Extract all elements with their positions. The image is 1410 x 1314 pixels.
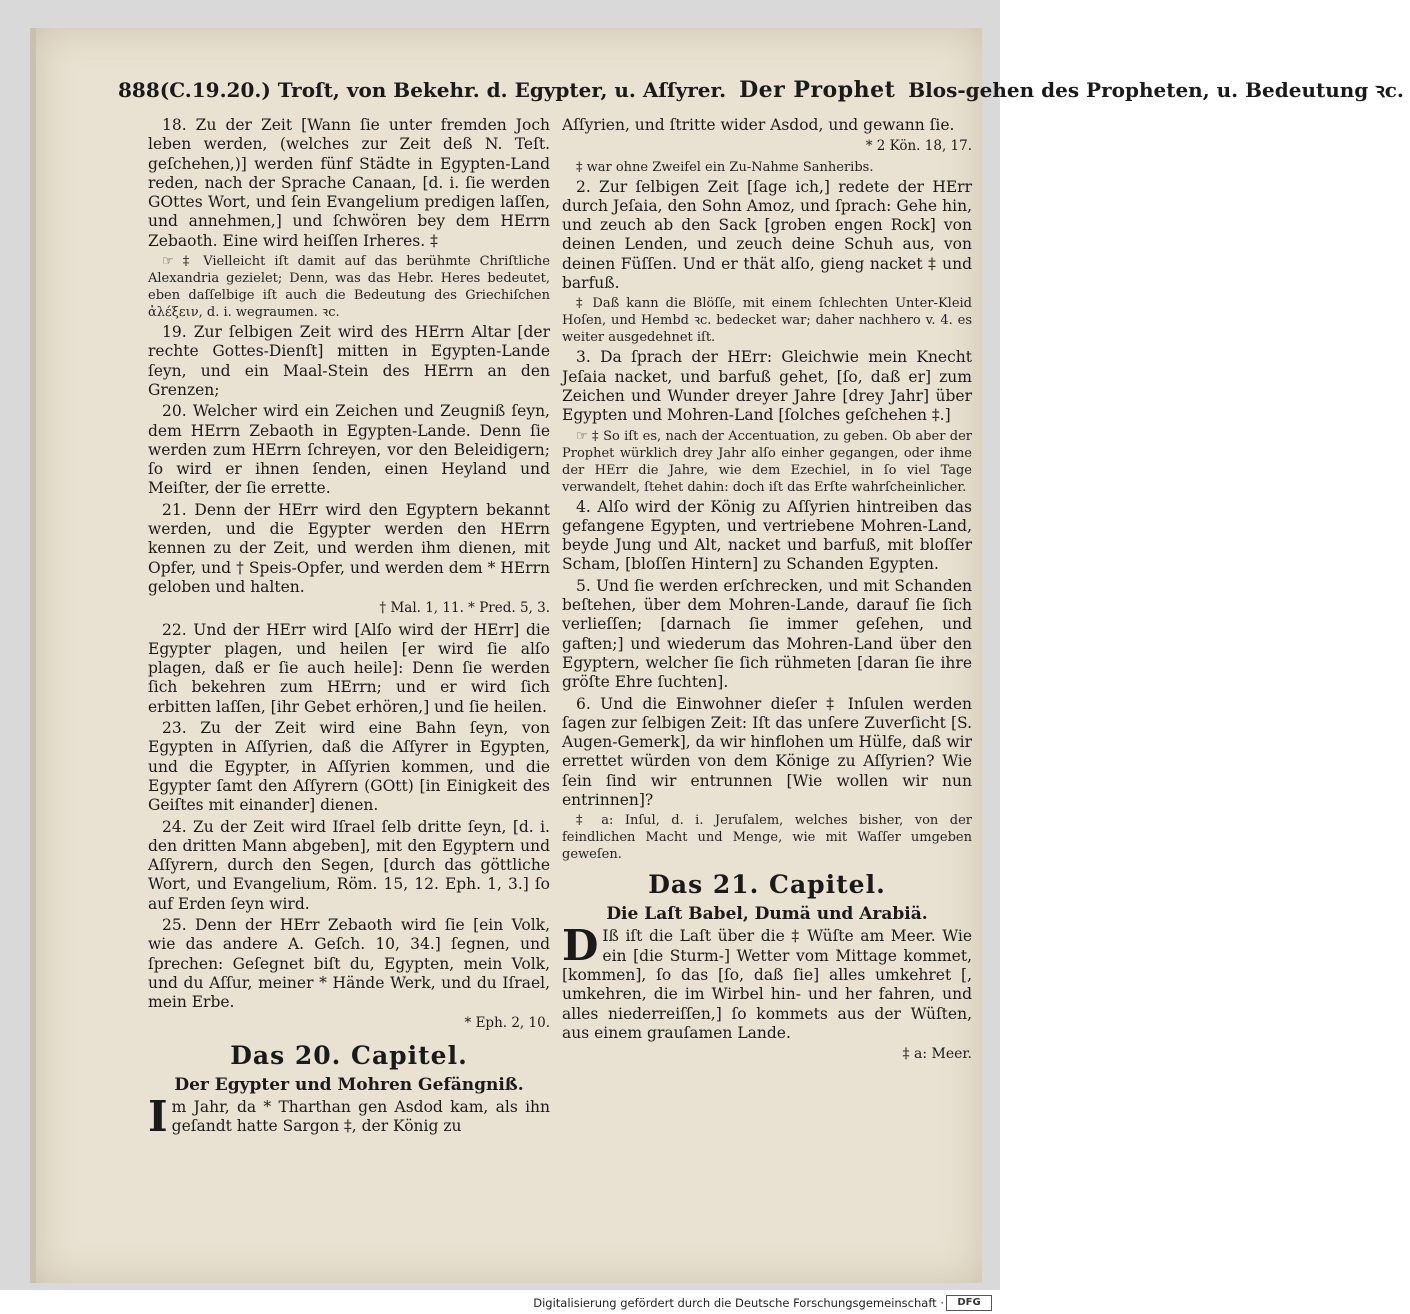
catchword: ‡ a: Meer. bbox=[902, 1046, 972, 1063]
note-3: ☞ ‡ So iſt es, nach der Accentuation, zu geben. Ob aber der Prophet würklich drey Jahr alſo einher gegangen, oder ihme der HErr die Jahre, wie dem Ezechiel, in ſo viel Tage verwandelt, ſtehet dahin: doch iſt das Erſte wahrſcheinlicher. bbox=[562, 428, 972, 495]
note-18: ☞ ‡ Vielleicht iſt damit auf das berühmte Chriſtliche Alexandria gezielet; Denn, was das Hebr. Heres bedeutet, eben daſſelbige iſt auch die Bedeutung des Griechiſchen ἀλέξειν, d. i. wegraumen. ꝛc. bbox=[148, 254, 550, 321]
dropcap-initial: I bbox=[148, 1091, 168, 1141]
verse-19: 19. Zur ſelbigen Zeit wird des HErrn Altar [der rechte Gottes-Dienſt] mitten in Egypten-Lande ſeyn, und ein Maal-Stein des HErrn an den Grenzen; bbox=[148, 323, 550, 399]
chapter-21-summary: Die Laſt Babel, Dumä und Arabiä. bbox=[606, 904, 928, 925]
note-2: ‡ Daß kann die Blöſſe, mit einem ſchlechten Unter-Kleid Hoſen, und Hembd ꝛc. bedecket war; daher nachhero v. 4. es weiter ausgedehnet iſt. bbox=[562, 296, 972, 346]
verse-6: 6. Und die Einwohner dieſer ‡ Inſulen werden ſagen zur ſelbigen Zeit: Iſt das unſere Zuverſicht [S. Augen-Gemerk], da wir hinflohen um Hülfe, daß wir errettet würden von dem Könige zu Aſſyrien? Wie ſein ſind wir entrunnen [Wie wollen wir nun entrinnen]? bbox=[562, 694, 972, 810]
verse-18: 18. Zu der Zeit [Wann ſie unter fremden Joch leben werden, (welches zur Zeit deß N. Teſt. geſchehen,)] werden fünf Städte in Egypten-Land reden, nach der Sprache Canaan, [d. i. ſie werden GOttes Wort, und ſein Evangelium predigen laſſen, und annehmen,] und ſchwören bey dem HErrn Zebaoth. Eine wird heiſſen Irheres. ‡ bbox=[148, 116, 550, 250]
reference-1: * 2 Kön. 18, 17. bbox=[865, 138, 972, 155]
dropcap-initial: D bbox=[562, 921, 599, 971]
verse-25: 25. Denn der HErr Zebaoth wird ſie [ein Volk, wie das andere A. Geſch. 10, 34.] ſegnen, und ſprechen: Geſegnet biſt du, Egypten, mein Volk, und du Aſſur, meiner * Hände Werk, und du Iſrael, mein Erbe. bbox=[148, 915, 550, 1012]
verse-21: 21. Denn der HErr wird den Egyptern bekannt werden, und die Egypter werden den HErrn kennen zu der Zeit, und werden ihm dienen, mit Opfer, und † Speis-Opfer, und werden dem * HErrn geloben und halten. bbox=[148, 500, 550, 596]
chapter-20-verse-1-text: m Jahr, da * Tharthan gen Asdod kam, als ihn geſandt hatte Sargon ‡, der König zu bbox=[171, 1097, 550, 1136]
note-1: ‡ war ohne Zweifel ein Zu-Nahme Sanheribs. bbox=[576, 159, 874, 175]
chapter-21-verse-1-text: Iß iſt die Laſt über die ‡ Wüſte am Meer. Wie ein [die Sturm-] Wetter vom Mittage kommet, [kommen], ſo das [ſo, daß ſie] alles umkehret [, umkehren, die im Wirbel hin- und her fahren, und alles niederreiſſen,] ſo kommets aus der Wüſten, aus einem grauſamen Lande. bbox=[562, 927, 972, 1042]
running-head-center: Der Prophet bbox=[739, 77, 896, 103]
running-head-right: Blos-gehen des Propheten, u. Bedeutung ꝛc. bbox=[908, 78, 1404, 102]
continued-verse-1: Aſſyrien, und ſtritte wider Asdod, und gewann ſie. bbox=[562, 116, 955, 134]
chapter-21-heading: Das 21. Capitel. bbox=[648, 870, 886, 900]
verse-3: 3. Da ſprach der HErr: Gleichwie mein Knecht Jeſaia nacket, und barfuß gehet, [ſo, daß er] zum Zeichen und Wunder dreyer Jahre [drey Jahr] über Egypten und Mohren-Land [ſolches geſchehen ‡.] bbox=[562, 348, 972, 425]
verse-4: 4. Alſo wird der König zu Aſſyrien hintreiben das gefangene Egypten, und vertriebene Mohren-Land, beyde Jung und Alt, nacket und barfuß, mit bloſſer Scham, [bloſſen Hintern] zu Schanden Egypten. bbox=[562, 497, 972, 574]
chapter-20-verse-1 bbox=[148, 1091, 550, 1141]
reference-21: † Mal. 1, 11. * Pred. 5, 3. bbox=[379, 600, 550, 617]
verse-23: 23. Zu der Zeit wird eine Bahn ſeyn, von Egypten in Aſſyrien, daß die Aſſyrer in Egypten, und die Egypter, in Aſſyrien kommen, und die Egypter ſamt den Aſſyrern (GOtt) [in Einigkeit des Geiſtes mit einander] dienen. bbox=[148, 719, 550, 815]
chapter-20-heading: Das 20. Capitel. bbox=[230, 1040, 468, 1070]
verse-22: 22. Und der HErr wird [Alſo wird der HErr] die Egypter plagen, und heilen [er wird ſie alſo plagen, daß er ſie auch heile]: Denn ſie werden ſich bekehren zum HErrn; und er wird ſich erbitten laſſen, [ihr Gebet erhören,] und ſie heilen. bbox=[148, 620, 550, 716]
note-6: ‡ a: Inſul, d. i. Jeruſalem, welches bisher, von der feindlichen Macht und Menge, wie mit Waſſer umgeben geweſen. bbox=[562, 813, 972, 863]
dfg-logo: DFG bbox=[946, 1295, 992, 1311]
footer-bar bbox=[0, 1290, 1000, 1314]
chapter-21-verse-1 bbox=[562, 921, 972, 1043]
verse-5: 5. Und ſie werden erſchrecken, und mit Schanden beſtehen, über dem Mohren-Lande, darauf ſie ſich verlieſſen; [darnach ſie immer geſehen, und gaften;] und wiederum das Mohren-Land über den Egyptern, welcher ſie ſich rühmeten [daran ſie ihre gröſte Ehre ſuchten]. bbox=[562, 576, 972, 692]
reference-25: * Eph. 2, 10. bbox=[464, 1015, 550, 1032]
right-column bbox=[562, 116, 972, 1256]
funding-credit: Digitalisierung gefördert durch die Deutsche Forschungsgemeinschaft · bbox=[533, 1296, 944, 1310]
left-column bbox=[148, 116, 550, 1256]
running-head-left: 888(C.19.20.) Troſt, von Bekehr. d. Egypter, u. Aſſyrer. bbox=[118, 78, 727, 102]
verse-2: 2. Zur ſelbigen Zeit [ſage ich,] redete der HErr durch Jeſaia, den Sohn Amoz, und ſprach: Gehe hin, und zeuch ab den Sack [groben engen Rock] von deinen Lenden, und zeuch deine Schuh aus, von deinen Füſſen. Und er thät alſo, gieng nacket ‡ und barfuß. bbox=[562, 177, 972, 293]
verse-24: 24. Zu der Zeit wird Iſrael ſelb dritte ſeyn, [d. i. den dritten Mann abgeben], mit den Egyptern und Aſſyrern, durch den Segen, [durch das göttliche Wort, und Evangelium, Röm. 15, 12. Eph. 1, 3.] ſo auf Erden ſeyn wird. bbox=[148, 817, 550, 913]
verse-20: 20. Welcher wird ein Zeichen und Zeugniß ſeyn, dem HErrn Zebaoth in Egypten-Lande. Denn ſie werden zum HErrn ſchreyen, vor den Beleidigern; ſo wird er ihnen ſenden, einen Heyland und Meiſter, der ſie errette. bbox=[148, 402, 550, 498]
chapter-20-summary: Der Egypter und Mohren Gefängniß. bbox=[174, 1074, 524, 1095]
running-head bbox=[118, 76, 1404, 104]
